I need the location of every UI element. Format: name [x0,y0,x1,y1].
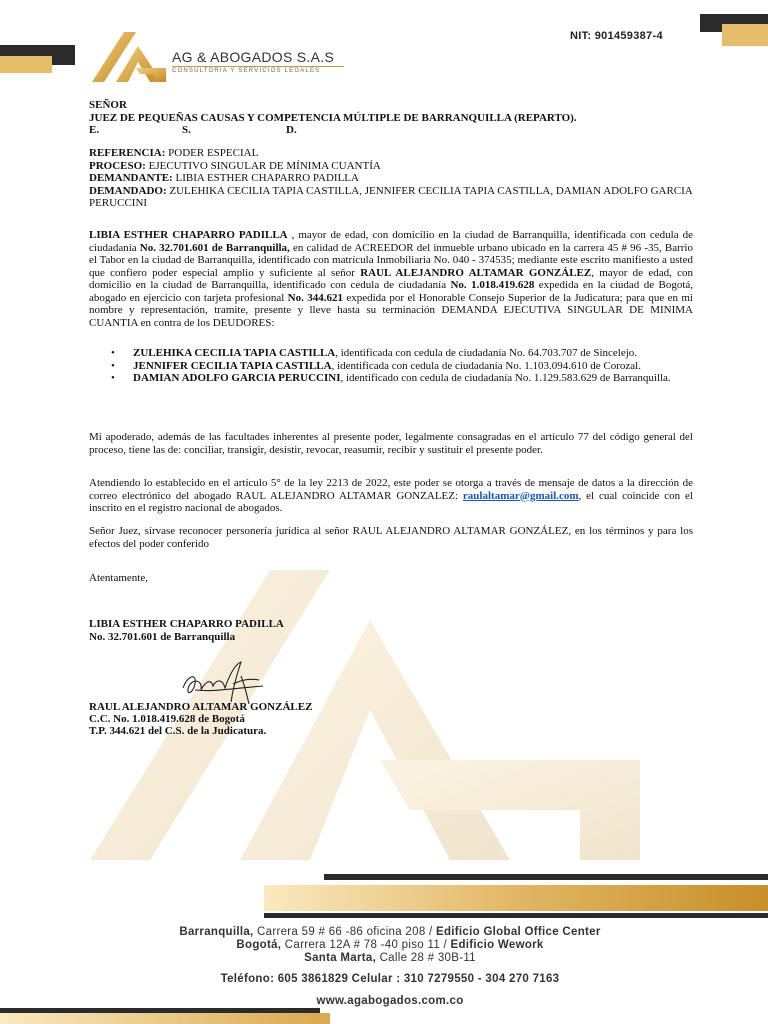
paragraph-recognition: Señor Juez, sírvase reconocer personería jurídica al señor RAUL ALEJANDRO ALTAMAR GONZÁLEZ, en los términos y para los efectos del poder conferido [89,525,693,550]
header-bar-gold-left [0,56,52,73]
debtors-list [89,347,693,385]
esd-s: S. [182,124,191,136]
nit-number: NIT: 901459387-4 [570,30,663,42]
grantor-name: LIBIA ESTHER CHAPARRO PADILLA [89,618,284,630]
footer-bar-dark-top [324,874,768,880]
footer-bar-dark-mid [264,913,768,918]
grantor-id: No. 32.701.601 de Barranquilla [89,631,236,643]
addressee-court: JUEZ DE PEQUEÑAS CAUSAS Y COMPETENCIA MÚLTIPLE DE BARRANQUILLA (REPARTO). [89,112,577,124]
closing: Atentamente, [89,572,148,584]
footer-website: www.agabogados.com.co [316,995,464,1007]
list-item: • JENNIFER CECILIA TAPIA CASTILLA, identificada con cedula de ciudadanía No. 1.103.094.610 de Corozal. [89,360,693,373]
list-item: • DAMIAN ADOLFO GARCIA PERUCCINI, identificado con cedula de ciudadanía No. 1.129.583.629 de Barranquilla. [89,372,693,385]
list-item: • ZULEHIKA CECILIA TAPIA CASTILLA, identificada con cedula de ciudadanía No. 64.703.707 de Sincelejo. [89,347,693,360]
addressee-title: SEÑOR [89,99,127,111]
footer-contact [140,926,640,1008]
footer-address-santa-marta: Santa Marta, Calle 28 # 30B-11 [304,952,476,964]
footer-bar-gold [264,885,768,911]
lawyer-id: C.C. No. 1.018.419.628 de Bogotá [89,713,245,725]
footer-bar-gold-bottom [0,1013,330,1024]
demandado-line: DEMANDADO: ZULEHIKA CECILIA TAPIA CASTILLA, JENNIFER CECILIA TAPIA CASTILLA, DAMIAN ADOLFO GARCIA PERUCCINI [89,184,693,209]
company-name-rule [172,66,344,67]
lawyer-card: T.P. 344.621 del C.S. de la Judicatura. [89,725,267,737]
footer-address-barranquilla: Barranquilla, Carrera 59 # 66 -86 oficina 208 / Edificio Global Office Center [179,926,601,938]
lawyer-email-link[interactable]: raulaltamar@gmail.com [462,489,579,502]
demandante-line: DEMANDANTE: LIBIA ESTHER CHAPARRO PADILLA [89,172,359,184]
reference-line: REFERENCIA: PODER ESPECIAL [89,147,259,159]
footer-address-bogota: Bogotá, Carrera 12A # 78 -40 piso 11 / Edificio Wework [236,939,544,951]
footer-phones: Teléfono: 605 3861829 Celular : 310 7279550 - 304 270 7163 [220,973,560,985]
company-name: AG & ABOGADOS S.A.S [172,49,335,65]
proceso-line: PROCESO: EJECUTIVO SINGULAR DE MÍNIMA CUANTÍA [89,159,381,172]
paragraph-grant: LIBIA ESTHER CHAPARRO PADILLA , mayor de edad, con domicilio en la ciudad de Barranquilla, identificada con cedula de ciudadanía No. 32.701.601 de Barranquilla, en calidad de ACREEDOR del inmueble urbano ubicado en la carrera 45 # 96 -35, Barrio el Tabor en la ciudad de Barranquilla, identificado con matrícula Inmobiliaria No. 040 - 374535; mediante este escrito manifiesto a usted que confiero poder especial amplio y suficiente al señor RAUL ALEJANDRO ALTAMAR GONZÁLEZ, mayor de edad, con domicilio en la ciudad de Barranquilla, identificado con cedula de ciudadanía No. 1.018.419.628 expedida en la ciudad de Bogotá, abogado en ejercicio con tarjeta profesional No. 344.621 expedida por el Honorable Consejo Superior de la Judicatura; para que en mi nombre y representación, tramite, presente y lleve hasta su terminación DEMANDA EJECUTIVA SINGULAR DE MINIMA CUANTIA en contra de los DEUDORES: [89,229,694,329]
esd-e: E. [89,124,100,136]
lawyer-name: RAUL ALEJANDRO ALTAMAR GONZÁLEZ [89,701,313,713]
reference-block [89,147,693,210]
header-bar-gold-right [722,24,768,46]
company-logo-icon [90,28,170,84]
paragraph-powers: Mi apoderado, además de las facultades inherentes al presente poder, legalmente consagradas en el artículo 77 del código general del proceso, tiene las de: conciliar, transigir, desistir, revocar, reasumir, recibir y sustituir el presente poder. [89,431,693,456]
paragraph-email: Atendiendo lo establecido en el artículo 5° de la ley 2213 de 2022, este poder se otorga a través de mensaje de datos a la dirección de correo electrónico del abogado RAUL ALEJANDRO ALTAMAR GONZALEZ: raulaltamar@gmail.com, el cual coincide con el inscrito en el registro nacional de abogados. [89,477,693,514]
company-tagline: CONSULTORIA Y SERVICIOS LEGALES [172,68,321,74]
esd-d: D. [286,124,297,136]
